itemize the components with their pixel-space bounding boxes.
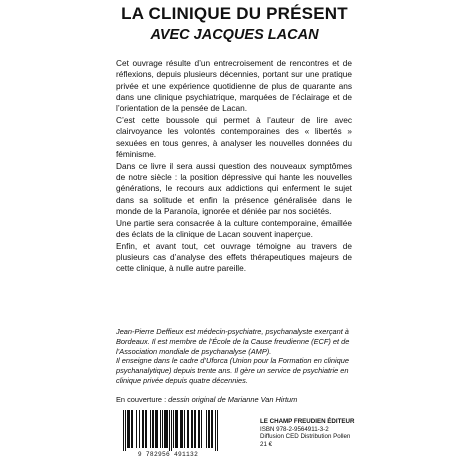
barcode-bar xyxy=(136,410,137,448)
barcode-bar xyxy=(181,410,182,448)
book-title: LA CLINIQUE DU PRÉSENT xyxy=(121,4,348,23)
barcode-bar xyxy=(187,410,188,448)
barcode-bars xyxy=(116,410,220,452)
barcode-bar xyxy=(199,410,200,448)
barcode-bar xyxy=(167,410,168,448)
barcode-bar xyxy=(201,410,202,448)
blurb-paragraph: C’est cette boussole qui permet à l’auteur de lire avec clairvoyance les volontés contemporaines des « libertés » sexuées en tous genres, à analyser les nouvelles données du féminisme. xyxy=(116,114,352,159)
barcode-bar xyxy=(173,410,174,448)
barcode-bar xyxy=(171,410,172,452)
barcode-bar xyxy=(206,410,207,448)
barcode-bar xyxy=(153,410,154,448)
barcode-bar xyxy=(150,410,151,448)
blurb-paragraph: Une partie sera consacrée à la culture contemporaine, émaillée des éclats de la clinique de Lacan souvent inaperçue. xyxy=(116,217,352,239)
barcode-bar xyxy=(192,410,193,448)
blurb-paragraph: Enfin, et avant tout, cet ouvrage témoigne au travers de plusieurs cas d’analyse des effets thérapeutiques majeurs de cette clinique, à nulle autre pareille. xyxy=(116,240,352,274)
barcode-bar xyxy=(164,410,165,448)
barcode-bar xyxy=(188,410,189,448)
barcode-bar xyxy=(176,410,177,448)
barcode-bar xyxy=(123,410,124,452)
bio-paragraph: Jean-Pierre Deffieux est médecin-psychiatre, psychanalyste exerçant à Bordeaux. Il est membre de l’École de la Cause freudienne (ECF) et de l’Association mondiale de psychanalyse (AMP). xyxy=(116,327,350,356)
book-subtitle: AVEC JACQUES LACAN xyxy=(150,27,319,43)
barcode-bar xyxy=(128,410,129,448)
barcode-bar xyxy=(191,410,192,448)
barcode-bar xyxy=(217,410,218,452)
barcode-number: 9 782956 491132 xyxy=(116,451,220,459)
barcode-bar xyxy=(129,410,130,448)
barcode-bar xyxy=(156,410,157,448)
blurb-paragraph: Cet ouvrage résulte d’un entrecroisement de rencontres et de réflexions, depuis plusieurs décennies, portant sur une pratique privée et une expérience quotidienne de plus de quarante ans dans une clinique psychiatrique, marquées de l’éclairage et de l’orientation de la pensée de Lacan. xyxy=(116,58,352,114)
barcode-bar xyxy=(165,410,166,448)
barcode-bar xyxy=(160,410,161,448)
cover-credit xyxy=(116,395,356,405)
barcode-bar xyxy=(152,410,153,448)
barcode-bar xyxy=(194,410,195,448)
barcode-bar xyxy=(211,410,212,448)
barcode-bar xyxy=(169,410,170,452)
blurb-paragraph: Dans ce livre il sera aussi question des nouveaux symptômes de notre siècle : la position dépressive qui hante les nouvelles générations, le recours aux addictions qui enferment le sujet dans sa solitude et enfin la présence généralisée dans le monde de la Paranoïa, ignorée et déniée par nos sociétés. xyxy=(116,160,352,216)
barcode-bar xyxy=(209,410,210,448)
publisher-name: LE CHAMP FREUDIEN ÉDITEUR xyxy=(260,418,355,425)
bio-paragraph: Il enseigne dans le cadre d’Uforca (Union pour la Formation en clinique psychanalytique) depuis trente ans. Il gère un service de psychiatrie en clinique privée depuis quatre décennies. xyxy=(116,356,349,385)
barcode-bar xyxy=(139,410,140,448)
barcode-bar xyxy=(166,410,167,448)
barcode-bar xyxy=(132,410,133,448)
barcode-bar xyxy=(212,410,213,448)
barcode-bar xyxy=(198,410,199,448)
barcode-bar xyxy=(131,410,132,448)
barcode-bar xyxy=(162,410,163,448)
publisher-info xyxy=(260,418,390,448)
barcode-bar xyxy=(143,410,144,448)
barcode-bar xyxy=(184,410,185,448)
barcode-bar xyxy=(182,410,183,448)
barcode-bar xyxy=(175,410,176,448)
price: 21 € xyxy=(260,440,273,448)
barcode-bar xyxy=(180,410,181,448)
barcode-bar xyxy=(208,410,209,448)
cover-credit-artist: dessin original de Marianne Van Hirtum xyxy=(168,395,298,404)
barcode-bar xyxy=(125,410,126,452)
blurb xyxy=(116,58,352,275)
author-bio xyxy=(116,327,354,386)
barcode-bar xyxy=(127,410,128,448)
barcode-bar xyxy=(145,410,146,448)
barcode-bar xyxy=(155,410,156,448)
isbn: ISBN 978-2-9564911-3-2 xyxy=(260,425,329,433)
cover-credit-prefix: En couverture : xyxy=(116,395,169,404)
barcode-bar xyxy=(142,410,143,448)
barcode-bar xyxy=(177,410,178,448)
distribution: Diffusion CED Distribution Pollen xyxy=(260,433,351,441)
barcode-bar xyxy=(157,410,158,448)
barcode-bar xyxy=(195,410,196,448)
barcode-bar xyxy=(215,410,216,452)
barcode-bar xyxy=(146,410,147,448)
